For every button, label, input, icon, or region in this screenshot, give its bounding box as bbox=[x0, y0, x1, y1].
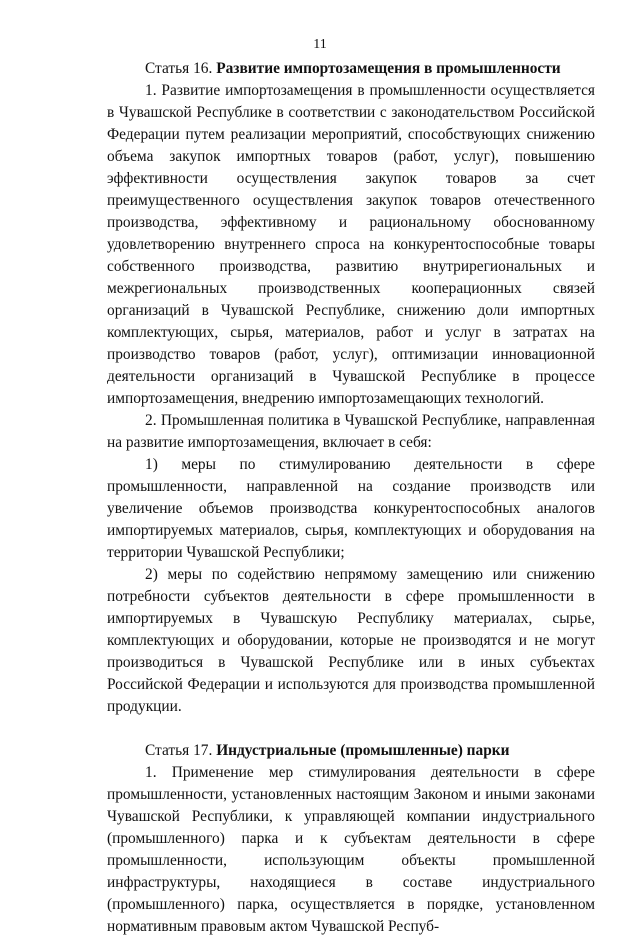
article-16-paragraph-2: 2. Промышленная политика в Чувашской Республике, направленная на развитие импортозамещения, включает в себя: bbox=[107, 412, 595, 451]
article-16-item-1: 1) меры по стимулированию деятельности в сфере промышленности, направленной на создание производств или увеличение объемов производства конкурентоспособных аналогов импортируемых материалов, сырья, комплектующих и оборудования на территории Чувашской Республики; bbox=[107, 456, 595, 561]
page-number: 11 bbox=[313, 37, 327, 52]
article-16-paragraph-1: 1. Развитие импортозамещения в промышленности осуществляется в Чувашской Республике в соответствии с законодательством Российской Федерации путем реализации мероприятий, способствующих снижению объема закупок импортных товаров (работ, услуг), повышению эффективности осуществления закупок товаров за счет преимущественного осуществления закупок товаров отечественного производства, эффективному и рациональному обоснованному удовлетворению внутреннего спроса на конкурентоспособные товары собственного производства, развитию внутрирегиональных и межрегиональных производственных кооперационных связей организаций в Чувашской Республике, снижению доли импортных комплектующих, сырья, материалов, работ и услуг в затратах на производство товаров (работ, услуг), оптимизации инновационной деятельности организаций в Чувашской Республике в процессе импортозамещения, внедрению импортозамещающих технологий. bbox=[107, 82, 595, 407]
article-17-paragraph-1: 1. Применение мер стимулирования деятельности в сфере промышленности, установленных настоящим Законом и иными законами Чувашской Республики, к управляющей компании индустриального (промышленного) парка и к субъектам деятельности в сфере промышленности, использующим объекты промышленной инфраструктуры, находящиеся в составе индустриального (промышленного) парка, осуществляется в порядке, установленном нормативным правовым актом Чувашской Респуб- bbox=[107, 764, 595, 935]
article-16-label: Статья 16. bbox=[145, 60, 213, 77]
section-gap bbox=[107, 718, 595, 740]
article-16-title: Развитие импортозамещения в промышленности bbox=[216, 60, 561, 77]
article-17-title: Индустриальные (промышленные) парки bbox=[216, 742, 510, 759]
article-17-label: Статья 17. bbox=[145, 742, 213, 759]
article-16-heading bbox=[107, 58, 595, 80]
article-16-item-2: 2) меры по содействию непрямому замещению или снижению потребности субъектов деятельности в сфере промышленности в импортируемых в Чувашскую Республику материалах, сырье, комплектующих и оборудовании, которые не производятся и не могут производиться в Чувашской Республике или в иных субъектах Российской Федерации и используются для производства промышленной продукции. bbox=[107, 566, 595, 715]
article-17-heading bbox=[107, 740, 595, 762]
document-body bbox=[107, 58, 595, 938]
